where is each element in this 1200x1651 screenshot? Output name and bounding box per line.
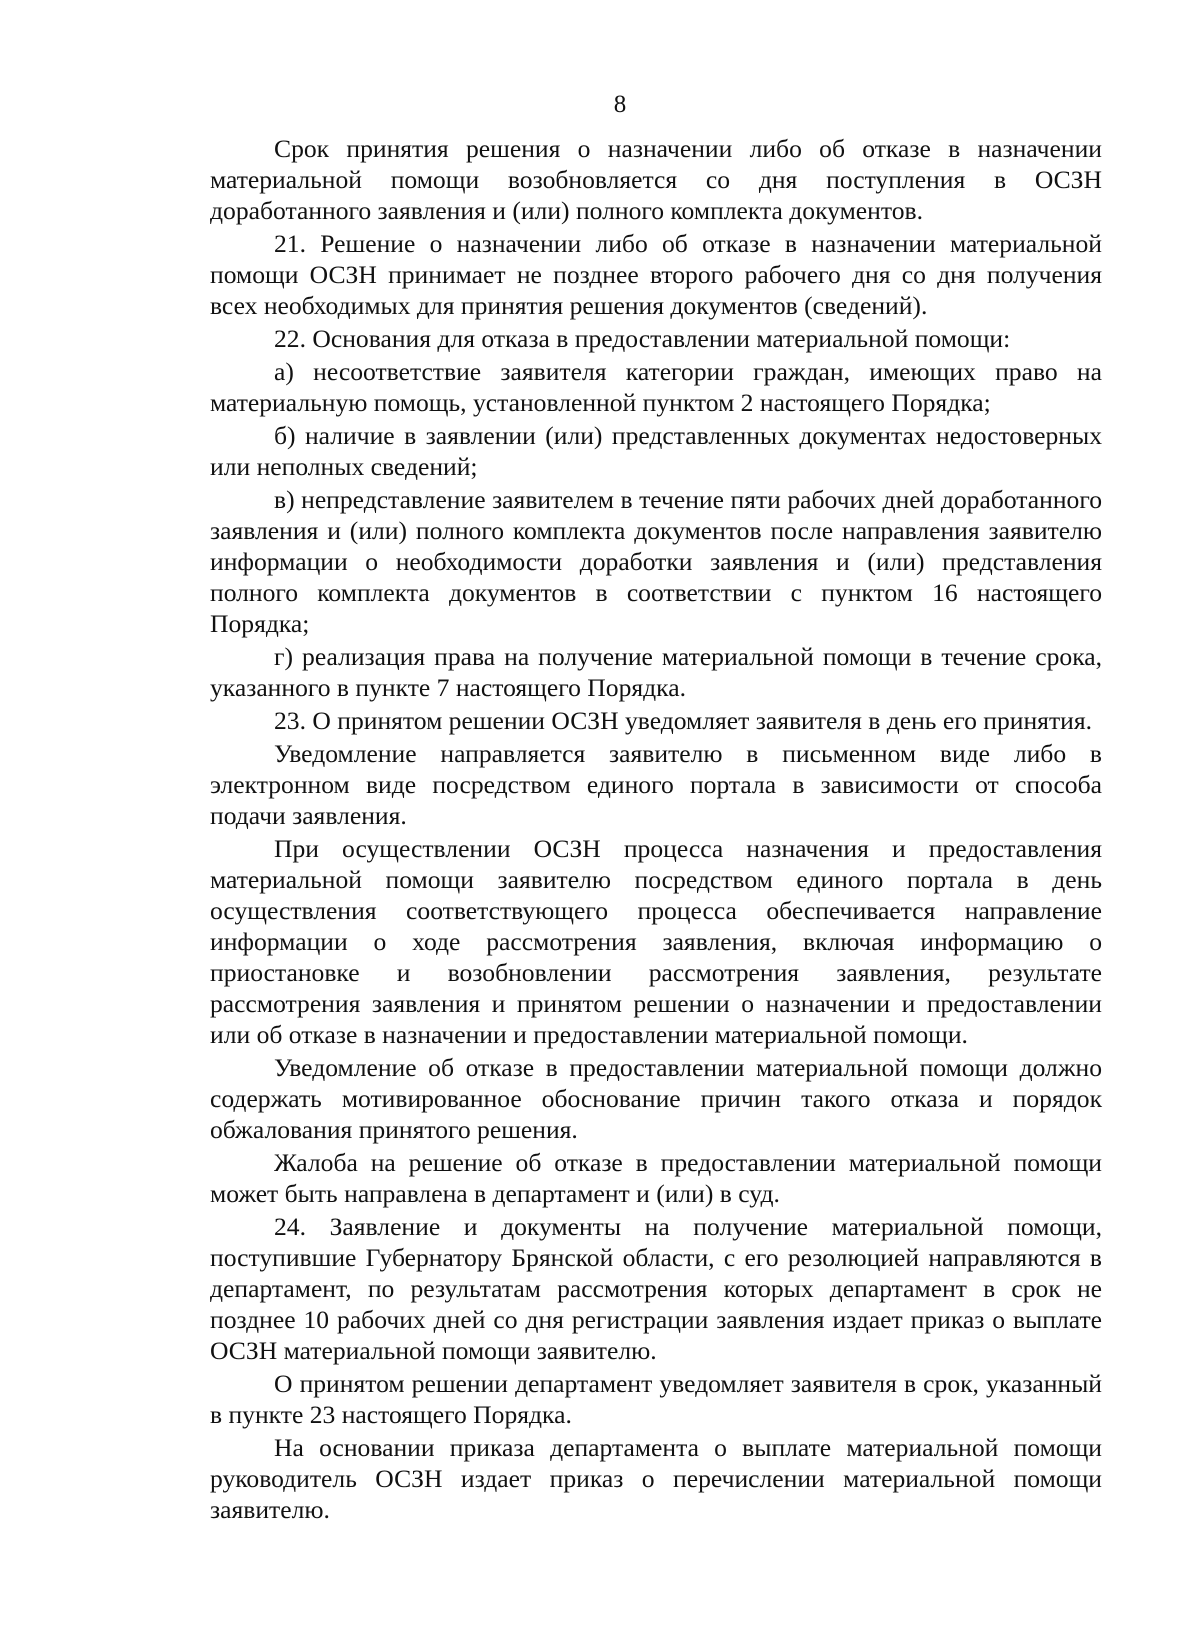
paragraph-21-decision-deadline: 21. Решение о назначении либо об отказе в назначении материальной помощи ОСЗН принимает не позднее второго рабочего дня со дня получения всех необходимых для принятия решения документов (сведений). — [210, 229, 1102, 320]
paragraph-notification-method: Уведомление направляется заявителю в письменном виде либо в электронном виде посредством единого портала в зависимости от способа подачи заявления. — [210, 739, 1102, 830]
paragraph-22a-category-mismatch: а) несоответствие заявителя категории граждан, имеющих право на материальную помощь, установленной пунктом 2 настоящего Порядка; — [210, 357, 1102, 417]
paragraph-22g-right-already-used: г) реализация права на получение материальной помощи в течение срока, указанного в пункте 7 настоящего Порядка. — [210, 642, 1102, 702]
paragraph-payment-order: На основании приказа департамента о выплате материальной помощи руководитель ОСЗН издает приказ о перечислении материальной помощи заявителю. — [210, 1433, 1102, 1524]
paragraph-22b-unreliable-info: б) наличие в заявлении (или) представленных документах недостоверных или неполных сведений; — [210, 421, 1102, 481]
paragraph-23-notification: 23. О принятом решении ОСЗН уведомляет заявителя в день его принятия. — [274, 706, 1092, 735]
paragraph-portal-process: При осуществлении ОСЗН процесса назначения и предоставления материальной помощи заявителю посредством единого портала в день осуществления соответствующего процесса обеспечивается направление информации о ходе рассмотрения заявления, включая информацию о приостановке и возобновлении рассмотрения заявления, результате рассмотрения заявления и принятом решении о назначении и предоставлении или об отказе в назначении и предоставлении материальной помощи. — [210, 834, 1102, 1049]
page-number: 8 — [613, 91, 627, 118]
paragraph-department-notification: О принятом решении департамент уведомляет заявителя в срок, указанный в пункте 23 настоящего Порядка. — [210, 1369, 1102, 1429]
paragraph-22-refusal-grounds: 22. Основания для отказа в предоставлении материальной помощи: — [274, 324, 1011, 353]
paragraph-22v-missing-documents: в) непредставление заявителем в течение пяти рабочих дней доработанного заявления и (или) полного комплекта документов после направления заявителю информации о необходимости доработки заявления и (или) представления полного комплекта документов в соответствии с пунктом 16 настоящего Порядка; — [210, 485, 1102, 638]
paragraph-complaint: Жалоба на решение об отказе в предоставлении материальной помощи может быть направлена в департамент и (или) в суд. — [210, 1148, 1102, 1208]
paragraph-24-governor-applications: 24. Заявление и документы на получение материальной помощи, поступившие Губернатору Брянской области, с его резолюцией направляются в департамент, по результатам рассмотрения которых департамент в срок не позднее 10 рабочих дней со дня регистрации заявления издает приказ о выплате ОСЗН материальной помощи заявителю. — [210, 1212, 1102, 1365]
paragraph-review-period-renewal: Срок принятия решения о назначении либо об отказе в назначении материальной помощи возобновляется со дня поступления в ОСЗН доработанного заявления и (или) полного комплекта документов. — [210, 134, 1102, 225]
document-body — [210, 133, 1102, 1525]
paragraph-refusal-contents: Уведомление об отказе в предоставлении материальной помощи должно содержать мотивированное обоснование причин такого отказа и порядок обжалования принятого решения. — [210, 1053, 1102, 1144]
